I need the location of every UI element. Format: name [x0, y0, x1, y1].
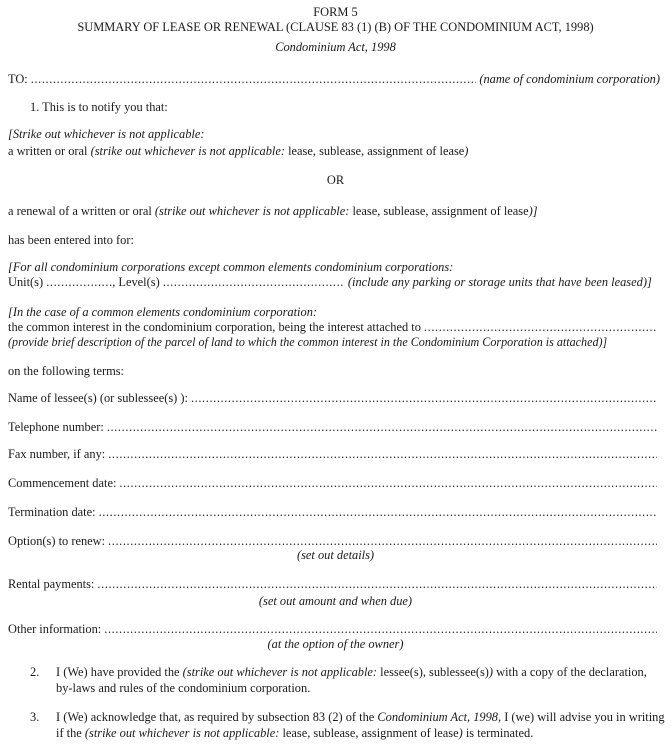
or-separator: OR — [326, 173, 345, 187]
to-line — [8, 72, 660, 87]
renewal-c[interactable]: lease, sublease, assignment of lease — [352, 204, 529, 218]
strike-instruction — [8, 127, 205, 142]
common-interest-label: the common interest in the condominium corporation, being the interest attached to — [8, 320, 421, 334]
options-field — [8, 534, 660, 549]
entered-into: has been entered into for: — [8, 233, 134, 247]
termination-label: Termination date: — [8, 505, 96, 519]
commencement-field — [8, 476, 660, 491]
common-interest-line — [8, 320, 660, 335]
item-3-e[interactable]: lease, sublease, assignment of lease — [282, 725, 459, 740]
common-instruction-text: [In the case of a common elements condominium corporation: — [8, 305, 318, 319]
item-3-g: is terminated. — [462, 725, 534, 740]
renewal-d: )] — [528, 204, 538, 218]
to-hint: (name of condominium corporation) — [479, 72, 660, 86]
level-blank[interactable] — [163, 275, 345, 290]
to-blank[interactable] — [31, 72, 477, 87]
item-3-d: (strike out whichever is not applicable: — [84, 725, 283, 740]
other-field — [8, 622, 660, 637]
item-2-number: 2. — [30, 665, 40, 679]
commencement-label: Commencement date: — [8, 476, 117, 490]
written-oral-line — [8, 144, 468, 159]
units-instruction — [8, 260, 453, 275]
rental-blank[interactable] — [97, 577, 657, 592]
strike-instruction-text: [Strike out whichever is not applicable: — [8, 127, 205, 141]
common-hint-text: (provide brief description of the parcel of land to which the common interest in the Condominium Corporation is attached)] — [8, 335, 608, 349]
options-hint: (set out details) — [296, 548, 375, 562]
unit-label: Unit(s) — [8, 275, 44, 289]
item-3-text — [56, 710, 666, 741]
item-2-b: (strike out whichever is not applicable: — [182, 665, 381, 679]
act-name — [0, 40, 671, 55]
rental-hint: (set out amount and when due) — [258, 594, 413, 608]
fax-field — [8, 447, 660, 462]
options-blank[interactable] — [108, 534, 657, 549]
units-instruction-text: [For all condominium corporations except common elements condominium corporations: — [8, 260, 454, 274]
units-line — [8, 275, 660, 290]
item-3-number: 3. — [30, 710, 40, 724]
renewal-b: (strike out whichever is not applicable: — [154, 204, 353, 218]
item-1: 1. This is to notify you that: — [30, 100, 168, 114]
item-2-d: ) — [488, 665, 494, 679]
act-name-text: Condominium Act, 1998 — [275, 40, 396, 54]
telephone-field — [8, 420, 660, 435]
form-number: FORM 5 — [313, 5, 358, 19]
termination-blank[interactable] — [99, 505, 657, 520]
common-instruction — [8, 305, 317, 320]
item-2-text — [56, 665, 666, 696]
lessee-field — [8, 391, 660, 406]
options-label: Option(s) to renew: — [8, 534, 106, 548]
item-3-a: I (We) acknowledge that, as required by subsection 83 (2) of the — [56, 710, 378, 724]
common-interest-blank[interactable] — [424, 320, 657, 335]
written-oral-a: a written or oral — [8, 144, 91, 158]
units-hint: (include any parking or storage units that have been leased)] — [347, 275, 652, 289]
lessee-label: Name of lessee(s) (or sublessee(s) ): — [8, 391, 188, 405]
other-blank[interactable] — [104, 622, 657, 637]
termination-field — [8, 505, 660, 520]
item-3-f: ) — [458, 725, 463, 740]
other-hint: (at the option of the owner) — [267, 637, 404, 651]
written-oral-c[interactable]: lease, sublease, assignment of lease — [288, 144, 465, 158]
renewal-a: a renewal of a written or oral — [8, 204, 155, 218]
written-oral-b: (strike out whichever is not applicable: — [90, 144, 289, 158]
renewal-line — [8, 204, 538, 219]
item-2-c[interactable]: lessee(s), sublessee(s) — [380, 665, 489, 679]
item-2-e: with a copy of the declaration, by-laws and rules of the condominium corporation. — [56, 665, 647, 695]
item-3-b: Condominium Act, 1998 — [377, 710, 498, 724]
commencement-blank[interactable] — [119, 476, 657, 491]
to-label: TO: — [8, 72, 28, 86]
item-2-a: I (We) have provided the — [56, 665, 183, 679]
unit-blank[interactable] — [46, 275, 112, 290]
rental-field — [8, 577, 660, 592]
telephone-label: Telephone number: — [8, 420, 104, 434]
fax-blank[interactable] — [108, 447, 657, 462]
telephone-blank[interactable] — [107, 420, 657, 435]
lessee-blank[interactable] — [191, 391, 657, 406]
common-hint — [8, 335, 607, 350]
written-oral-d: ) — [464, 144, 469, 158]
other-label: Other information: — [8, 622, 102, 636]
fax-label: Fax number, if any: — [8, 447, 106, 461]
rental-label: Rental payments: — [8, 577, 95, 591]
level-label: , Level(s) — [112, 275, 160, 289]
terms-intro: on the following terms: — [8, 364, 124, 378]
form-title: SUMMARY OF LEASE OR RENEWAL (CLAUSE 83 (1) (B) OF THE CONDOMINIUM ACT, 1998) — [77, 20, 594, 34]
item-3-c: , I (we) will advise you in writing if the — [56, 710, 665, 740]
